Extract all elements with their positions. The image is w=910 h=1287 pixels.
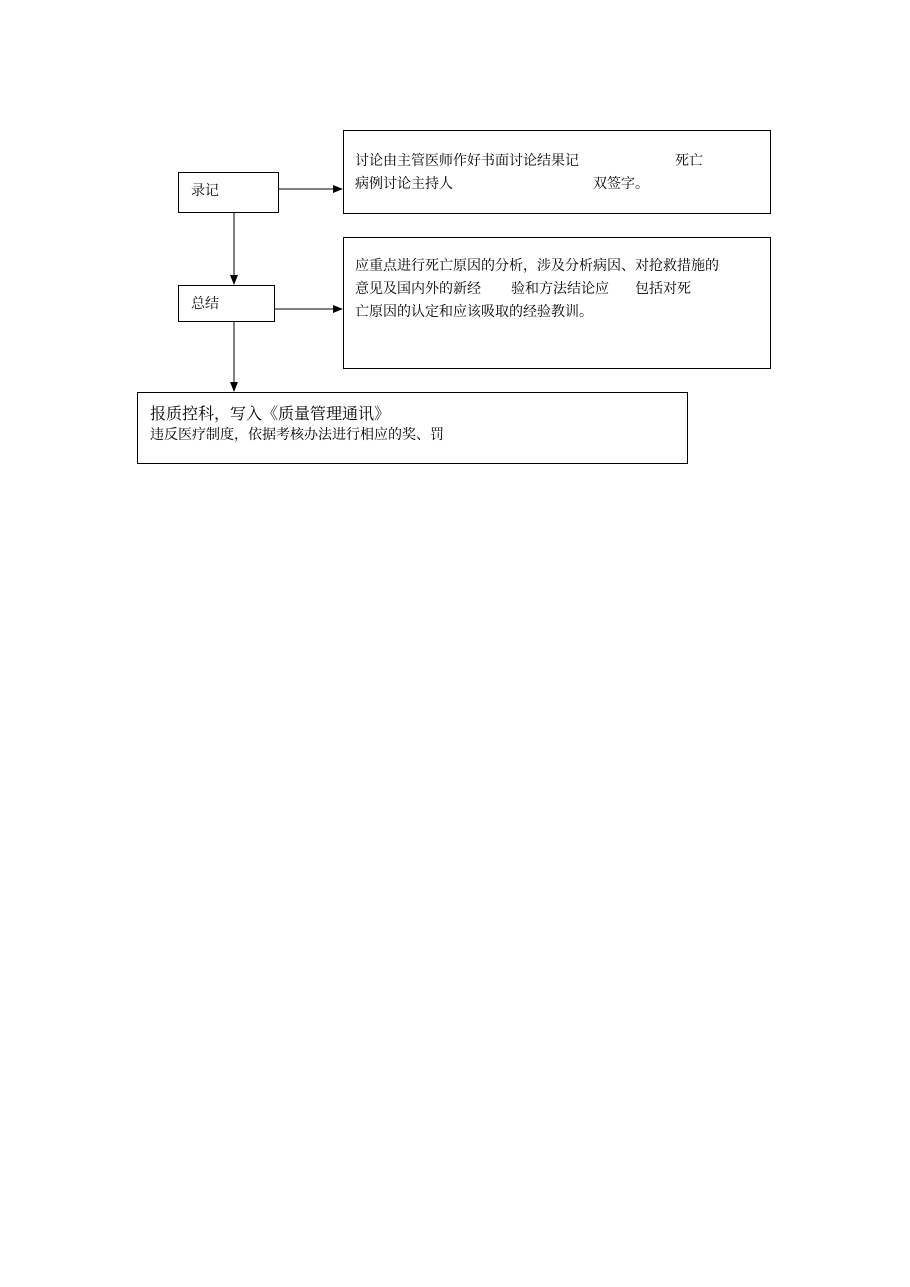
summary-note-text-2c: 包括对死 <box>635 281 691 297</box>
record-note-text-2b: 双签字。 <box>593 176 649 192</box>
summary-note-line-1: 应重点进行死亡原因的分析，涉及分析病因、对抢救措施的 <box>355 258 719 274</box>
record-note-text-2a: 病例讨论主持人 <box>355 176 453 192</box>
summary-note-text-2a: 意见及国内外的新经 <box>355 281 481 297</box>
final-report-body: 违反医疗制度，依据考核办法进行相应的奖、罚 <box>150 427 444 443</box>
record-note-text-1a: 讨论由主管医师作好书面讨论结果记 <box>355 153 579 169</box>
record-note-text-1b: 死亡 <box>675 153 703 169</box>
step-record-label: 录记 <box>191 183 219 199</box>
summary-note-line-3: 亡原因的认定和应该吸取的经验教训。 <box>355 304 593 320</box>
summary-note-text-2b: 验和方法结论应 <box>511 281 609 297</box>
step-summary-label: 总结 <box>191 296 219 312</box>
final-report-title: 报质控科，写入《质量管理通讯》 <box>150 404 391 423</box>
